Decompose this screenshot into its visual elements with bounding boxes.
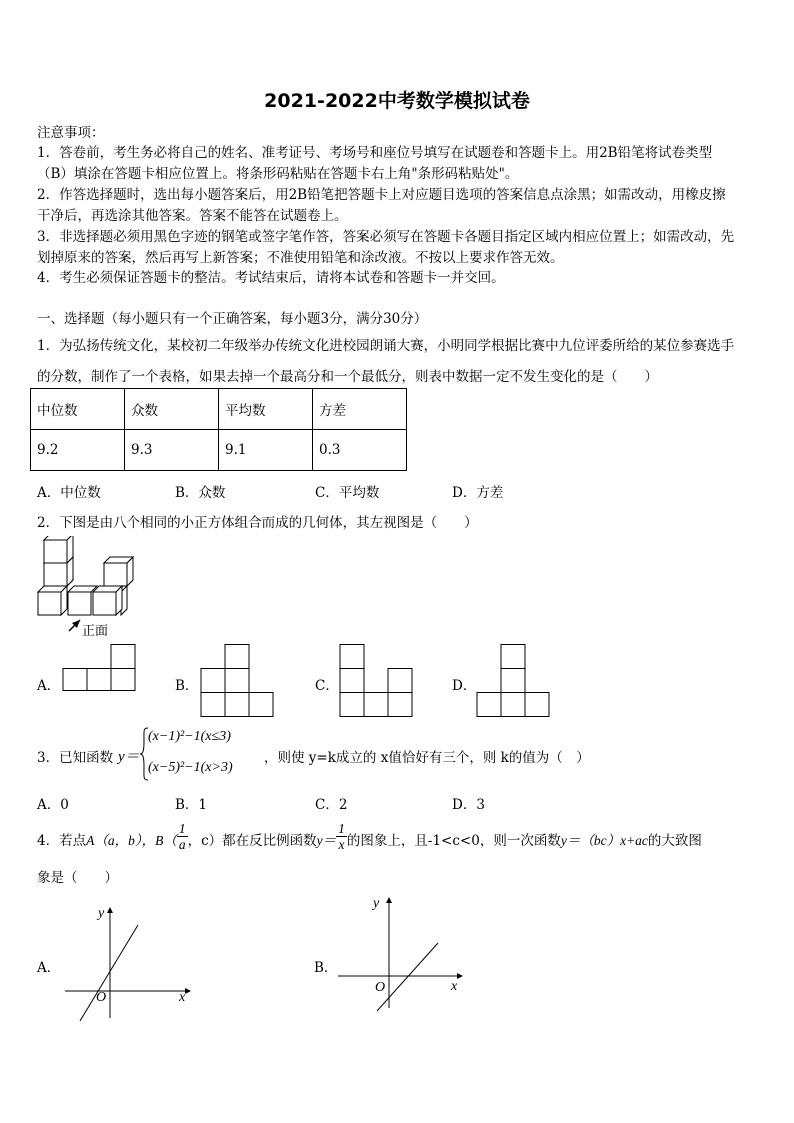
q2-front-label: 正面: [82, 624, 109, 639]
q1-stem-line1: 1．为弘扬传统文化，某校初二年级举办传统文化进校园朗诵大赛，小明同学根据比赛中九位评委所给的某位参赛选手: [37, 338, 735, 354]
table-header-cell: 方差: [313, 389, 407, 430]
table-cell: 9.3: [125, 430, 219, 471]
q3-option-d: D．3: [452, 797, 485, 813]
table-header-row: [31, 389, 407, 430]
fraction-numerator: 1: [338, 821, 345, 836]
notice-line: 2．作答选择题时，选出每小题答案后，用2B铅笔把答题卡上对应题目选项的答案信息点涂黑；如需改动，用橡皮擦: [37, 187, 726, 203]
q4-stem-line1: [37, 821, 702, 852]
q4-option-b: B．: [314, 960, 338, 976]
table-header-cell: 平均数: [219, 389, 313, 430]
q3-case2: (x−5)²−1(x>3): [148, 760, 233, 775]
q2-option-d: D．: [452, 678, 477, 694]
q2-option-b-view: [200, 644, 276, 718]
x-axis-label: x: [451, 979, 458, 994]
q1-stats-table: [30, 388, 407, 471]
notice-line: 划掉原来的答案，然后再写上新答案；不准使用铅笔和涂改液。不按以上要求作答无效。: [37, 250, 564, 266]
y-axis-label: y: [373, 896, 380, 911]
fraction-denominator: a: [178, 837, 186, 852]
q2-stem: 2．下图是由八个相同的小正方体组合而成的几何体，其左视图是（ ）: [37, 515, 478, 531]
q1-stem-line2: 的分数，制作了一个表格，如果去掉一个最高分和一个最低分，则表中数据一定不发生变化的是（ ）: [37, 369, 658, 385]
q2-option-b: B．: [175, 678, 199, 694]
q4-option-a-graph: [60, 903, 195, 1023]
q4-point-a: A（a，b），: [86, 833, 156, 848]
notice-heading: 注意事项：: [37, 125, 105, 141]
x-axis-label: x: [179, 990, 186, 1005]
q2-option-c-view: [339, 644, 415, 718]
q4-fraction-2: [336, 821, 347, 852]
q4-option-b-graph: [335, 893, 470, 1013]
q3-option-a: A．0: [37, 797, 69, 813]
q1-option-c: C．平均数: [315, 485, 380, 501]
q4-stem-part: 的图象上，且-1<c<0，则一次函数: [346, 833, 561, 849]
q4-y-eq: y＝: [316, 833, 337, 848]
fraction-denominator: x: [338, 837, 345, 852]
origin-label: O: [96, 990, 107, 1005]
notice-line: （B）填涂在答题卡相应位置上。将条形码粘贴在答题卡右上角"条形码粘贴处"。: [37, 166, 519, 182]
notice-line: 3．非选择题必须用黑色字迹的钢笔或签字笔作答，答案必须写在答题卡各题目指定区域内相应位置上；如需改动，先: [37, 229, 735, 245]
q4-stem-part: 4．若点: [37, 833, 87, 849]
q4-stem-part: ，c）都在反比例函数: [187, 833, 317, 849]
page-title: 2021-2022中考数学模拟试卷: [264, 90, 530, 112]
q3-option-b: B．1: [175, 797, 208, 813]
q4-stem-part: 的大致图: [647, 833, 702, 849]
y-axis-label: y: [98, 906, 105, 921]
q1-option-d: D．方差: [452, 485, 504, 501]
table-header-cell: 众数: [125, 389, 219, 430]
notice-line: 4．考生必须保证答题卡的整洁。考试结束后，请将本试卷和答题卡一并交回。: [37, 270, 505, 286]
q3-y-label: y＝: [118, 749, 140, 765]
q4-point-b-pre: B（: [155, 833, 177, 848]
table-header-cell: 中位数: [31, 389, 125, 430]
q4-option-a: A．: [37, 960, 61, 976]
q2-option-a: A．: [37, 678, 61, 694]
q2-option-a-view: [62, 644, 138, 692]
table-row: [31, 430, 407, 471]
q3-case1: (x−1)²−1(x≤3): [148, 729, 231, 744]
q3-option-c: C．2: [315, 797, 348, 813]
section-heading: 一、选择题（每小题只有一个正确答案，每小题3分，满分30分）: [37, 311, 428, 327]
q3-suffix: ，则使 y=k成立的 x值恰好有三个，则 k的值为（ ）: [264, 750, 590, 766]
table-cell: 9.2: [31, 430, 125, 471]
notice-line: 干净后，再选涂其他答案。答案不能答在试题卷上。: [37, 208, 348, 224]
q4-linear-function: y＝（bc）x+ac: [560, 833, 648, 848]
notice-line: 1．答卷前，考生务必将自己的姓名、准考证号、考场号和座位号填写在试题卷和答题卡上。用2B铅笔将试卷类型: [37, 145, 713, 161]
q1-option-b: B．众数: [175, 485, 226, 501]
q2-option-d-view: [476, 644, 552, 718]
table-cell: 0.3: [313, 430, 407, 471]
table-cell: 9.1: [219, 430, 313, 471]
q1-option-a: A．中位数: [37, 485, 101, 501]
origin-label: O: [375, 980, 386, 995]
q4-stem-line2: 象是（ ）: [37, 870, 118, 886]
q4-fraction-1: [177, 821, 188, 852]
fraction-numerator: 1: [178, 821, 186, 836]
q2-option-c: C．: [315, 678, 339, 694]
q3-prefix: 3．已知函数: [37, 750, 114, 766]
